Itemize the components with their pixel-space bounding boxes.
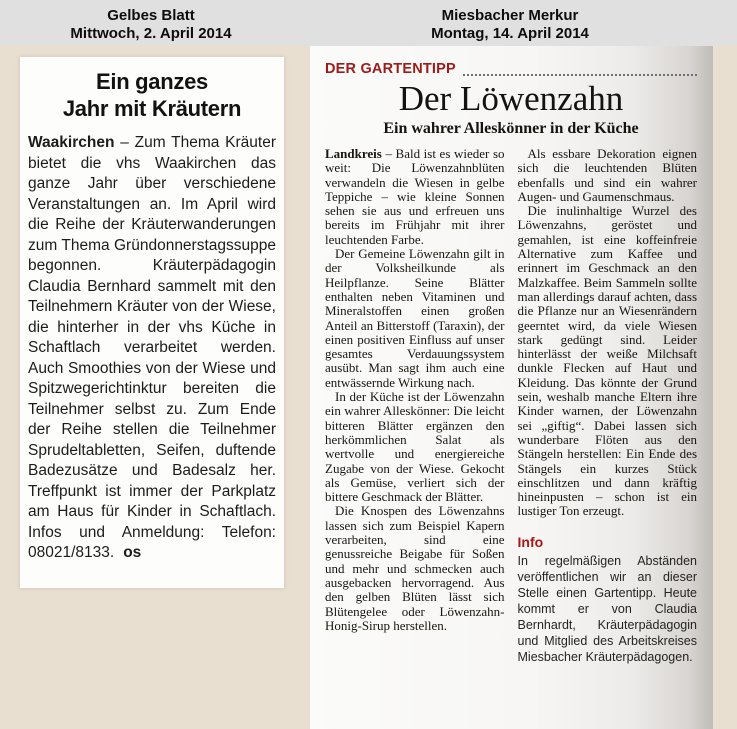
right-article-clipping — [310, 46, 713, 729]
source-left — [20, 7, 282, 43]
left-article-title-line1: Ein ganzes — [96, 69, 208, 94]
left-article-lead-in: Waakirchen — [28, 134, 115, 151]
source-right-name: Miesbacher Merkur — [441, 7, 579, 24]
paragraph: Die Knospen des Löwenzahns lassen sich zum Beispiel Kapern verarbeiten, sind eine genussreiche Beigabe für Soßen und mehr und schmecken auch ausgebacken hervorragend. Aus den gelben Blüten lässt sich Blütengelee oder Löwenzahn-Honig-Sirup herstellen. — [325, 503, 505, 633]
right-article-separator: – — [381, 146, 396, 161]
left-article-text: Zum Thema Kräuter bietet die vhs Waakirchen das ganze Jahr über verschiedene Veranstaltungen an. Im April wird die Reihe der Kräuterwanderungen zum Thema Gründonnerstagssuppe begonnen. Kräuterpädagogin Claudia Bernhard sammelt mit den Teilnehmern Kräuter von der Wiese, die hinterher in der vhs Küche in Schaftlach verarbeitet werden. Auch Smoothies von der Wiese und Spitzwegerichtinktur bereiten die Teilnehmer selbst zu. Zum Ende der Reihe stellen die Teilnehmer Sprudeltabletten, Seifen, duftende Badezusätze und Badesalz her. Treffpunkt ist immer der Parkplatz am Haus für Kinder in Schaftlach. Infos und Anmeldung: Telefon: 08021/8133. — [28, 134, 277, 561]
left-article-clipping — [20, 57, 284, 588]
source-right-date: Montag, 14. April 2014 — [431, 25, 589, 42]
source-left-name: Gelbes Blatt — [107, 7, 195, 24]
paragraph — [325, 147, 505, 247]
kicker-row — [325, 61, 697, 77]
source-header-band — [0, 0, 737, 46]
article-column-2 — [518, 147, 698, 665]
source-left-date: Mittwoch, 2. April 2014 — [70, 25, 232, 42]
info-box-heading: Info — [517, 533, 544, 550]
right-article-title: Der Löwenzahn — [398, 79, 624, 118]
right-article-lead-in: Landkreis — [325, 146, 382, 161]
article-columns — [325, 147, 697, 665]
left-article-body — [28, 133, 276, 564]
paragraph: Als essbare Dekoration eignen sich die leuchtenden Blüten ebenfalls und sind ein wahrer Augen- und Gaumenschmaus. — [517, 146, 697, 204]
info-box-text: In regelmäßigen Abständen veröffentlichen wir an dieser Stelle einen Gartentipp. Heute kommt er von Claudia Bernhardt, Kräuterpädagogin und Mitglied des Arbeitskreises Miesbacher Kräuterpädagogen. — [517, 553, 697, 664]
source-right — [310, 7, 710, 43]
info-box — [518, 534, 698, 665]
left-article-title — [28, 68, 276, 122]
left-article-title-line2: Jahr mit Kräutern — [62, 96, 242, 121]
left-article-author-initials: os — [123, 544, 142, 561]
right-article-subtitle: Ein wahrer Alleskönner in der Küche — [383, 120, 639, 137]
dotted-leader-line — [463, 61, 697, 76]
article-column-1 — [325, 147, 505, 665]
paragraph: Der Gemeine Löwenzahn gilt in der Volksheilkunde als Heilpflanze. Seine Blätter enthalten neben Vitaminen und Mineralstoffen einen großen Anteil an Bitterstoff (Taraxin), der einen positiven Einfluss auf unser gesamtes Verdauungssystem ausübt. Man sagt ihm auch eine entwässernde Wirkung nach. — [325, 246, 505, 390]
paragraph-text: Bald ist es wieder so weit: Die Löwenzahnblüten verwandeln die Wiesen in gelbe Teppiche – wie kleine Sonnen sehen sie aus und erfreuen uns bereits im Frühjahr mit ihrer leuchtenden Farbe. — [325, 146, 505, 247]
paragraph: Die inulinhaltige Wurzel des Löwenzahns, geröstet und gemahlen, ist eine koffeinfreie Alternative zum Kaffee und erinnert im Geschmack an den Malzkaffee. Beim Sammeln sollte man allerdings darauf achten, dass die Pflanze nur an Wiesenrändern geerntet wird, da viele Wiesen stark gedüngt sind. Leider hinterlässt der weiße Milchsaft dunkle Flecken auf Haut und Kleidung. Das könnte der Grund sein, weshalb manche Eltern ihre Kinder warnen, der Löwenzahn sei „giftig“. Dabei lassen sich wunderbare Flöten aus den Stängeln herstellen: Ein Ende des Stängels ein kurzes Stück einschlitzen und dann kräftig hineinpusten – schon ist ein lustiger Ton erzeugt. — [517, 203, 697, 519]
kicker-label: DER GARTENTIPP — [325, 61, 456, 77]
left-article-separator: – — [114, 134, 135, 151]
paragraph: In der Küche ist der Löwenzahn ein wahrer Alleskönner: Die leicht bitteren Blätter ergänzen den herkömmlichen Salat als wertvolle und energiereiche Zugabe von der Wiese. Gekocht als Gemüse, verliert sich der bittere Geschmack der Blätter. — [325, 389, 505, 505]
